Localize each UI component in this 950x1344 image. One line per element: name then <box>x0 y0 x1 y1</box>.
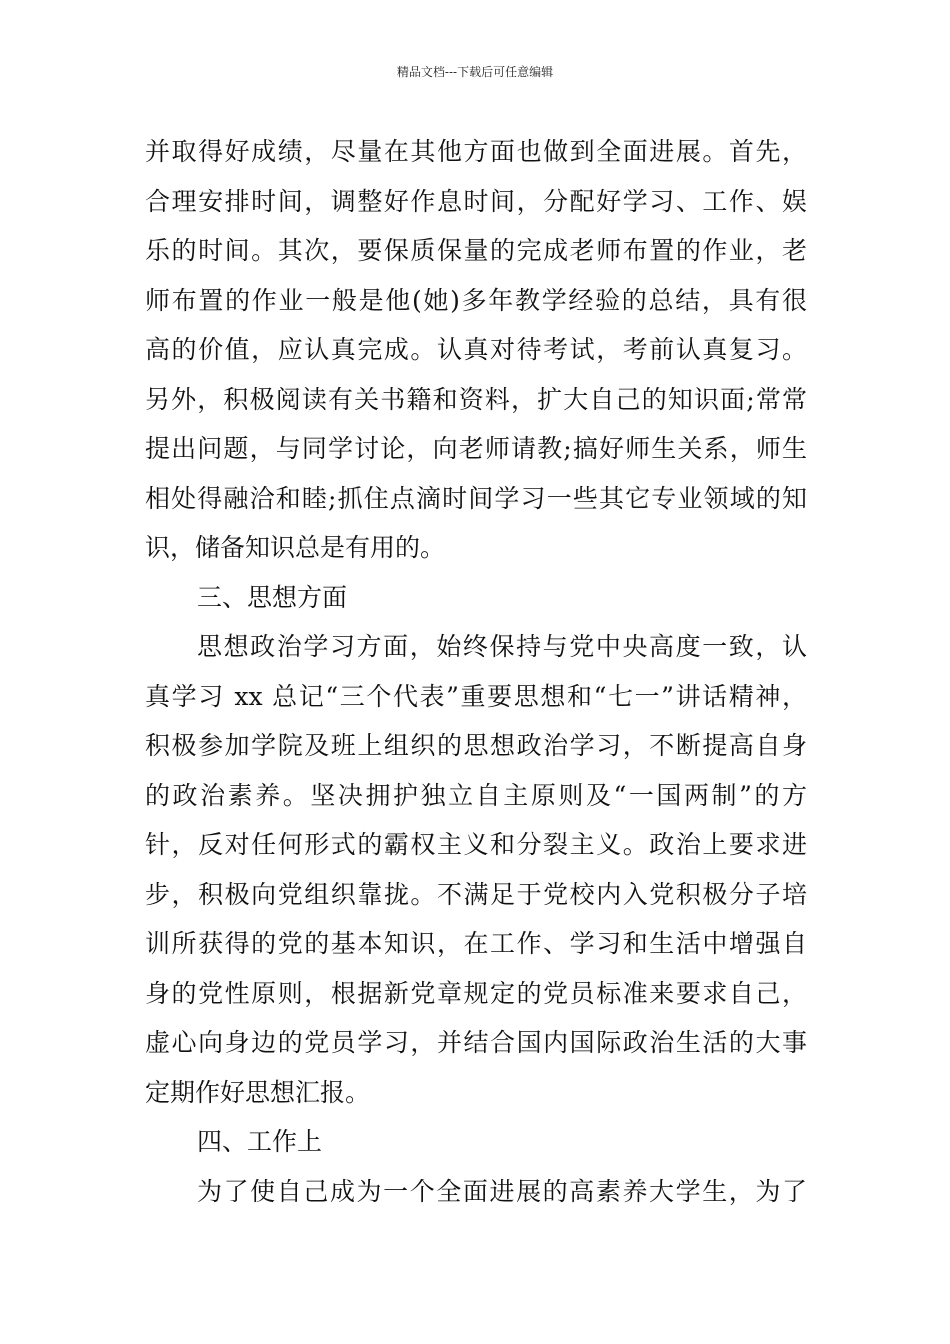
text-line: 相处得融洽和睦;抓住点滴时间学习一些其它专业领域的知 <box>145 483 807 513</box>
text-line: 另外，积极阅读有关书籍和资料，扩大自己的知识面;常常 <box>145 384 807 414</box>
text-line: 的政治素养。坚决拥护独立自主原则及“一国两制”的方 <box>145 780 807 810</box>
text-line: 提出问题，与同学讨论，向老师请教;搞好师生关系，师生 <box>145 434 807 463</box>
text-line: 识，储备知识总是有用的。 <box>145 533 446 562</box>
text-line: 师布置的作业一般是他(她)多年教学经验的总结，具有很 <box>145 285 807 315</box>
text-line: 乐的时间。其次，要保质保量的完成老师布置的作业，老 <box>145 236 807 265</box>
text-line: 针，反对任何形式的霸权主义和分裂主义。政治上要求进 <box>145 830 807 859</box>
text-line: 为了使自己成为一个全面进展的高素养大学生，为了 <box>197 1176 807 1206</box>
section-heading-work: 四、工作上 <box>197 1127 323 1156</box>
paragraph-work <box>145 1167 807 1217</box>
text-line: 积极参加学院及班上组织的思想政治学习，不断提高自身 <box>145 731 807 760</box>
text-line: 身的党性原则，根据新党章规定的党员标准来要求自己， <box>145 978 807 1008</box>
paragraph-study <box>145 127 807 573</box>
text-line: 高的价值，应认真完成。认真对待考试，考前认真复习。 <box>145 335 807 364</box>
text-line: 定期作好思想汇报。 <box>145 1077 371 1107</box>
text-line: 真学习 xx 总记“三个代表”重要思想和“七一”讲话精神， <box>145 681 807 711</box>
text-line: 训所获得的党的基本知识，在工作、学习和生活中增强自 <box>145 929 807 958</box>
text-line: 思想政治学习方面，始终保持与党中央高度一致，认 <box>197 632 807 661</box>
document-body <box>145 127 807 1216</box>
page-header: 精品文档---下载后可任意编辑 <box>396 65 554 79</box>
section-heading-thought: 三、思想方面 <box>197 582 348 612</box>
paragraph-thought <box>145 622 807 1117</box>
text-line: 合理安排时间，调整好作息时间，分配好学习、工作、娱 <box>145 186 807 216</box>
text-line: 并取得好成绩，尽量在其他方面也做到全面进展。首先， <box>145 137 807 166</box>
text-line: 虚心向身边的党员学习，并结合国内国际政治生活的大事 <box>145 1028 807 1057</box>
text-line: 步，积极向党组织靠拢。不满足于党校内入党积极分子培 <box>145 879 807 909</box>
